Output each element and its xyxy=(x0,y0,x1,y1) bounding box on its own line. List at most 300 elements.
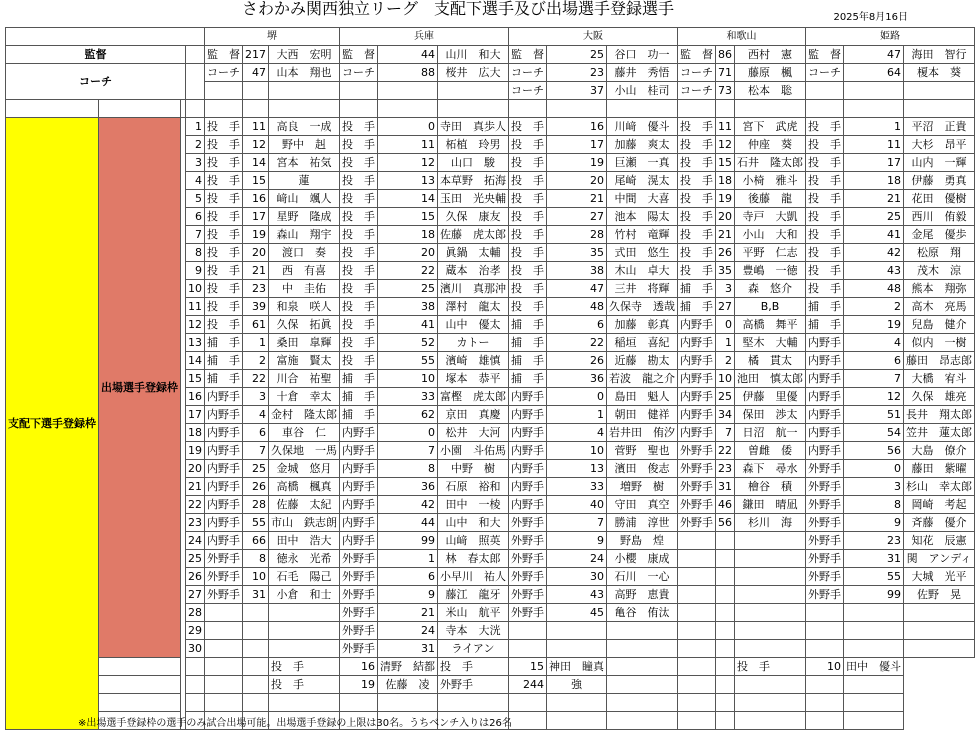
coach-label: コーチ xyxy=(6,64,186,100)
uniform-number-cell: 66 xyxy=(243,532,269,550)
slot-number-cell: 16 xyxy=(186,388,205,406)
position-cell: 外野手 xyxy=(509,586,547,604)
player-name-cell: 菅野 聖也 xyxy=(607,442,678,460)
position-cell: 内野手 xyxy=(806,424,844,442)
uniform-number-cell: 10 xyxy=(378,370,438,388)
player-name-cell: 亀谷 侑汰 xyxy=(607,604,678,622)
uniform-number-cell: 14 xyxy=(243,154,269,172)
shihai-label: 支配下選手登録枠 xyxy=(6,118,99,730)
player-name-cell xyxy=(269,640,340,658)
player-name-cell xyxy=(716,658,735,676)
player-name-cell: 市山 鉄志朗 xyxy=(269,514,340,532)
uniform-number-cell: 10 xyxy=(806,658,844,676)
uniform-number-cell xyxy=(509,694,547,712)
player-name-cell xyxy=(735,550,806,568)
extra-roster-row xyxy=(6,694,975,712)
player-name-cell: 長井 翔太郎 xyxy=(904,406,975,424)
uniform-number-cell: 21 xyxy=(243,262,269,280)
uniform-number-cell: 21 xyxy=(716,226,735,244)
position-cell xyxy=(205,604,243,622)
position-cell: コーチ xyxy=(806,64,844,82)
player-name-cell: 大橋 宥斗 xyxy=(904,370,975,388)
player-name-cell: 金尾 優歩 xyxy=(904,226,975,244)
position-cell xyxy=(186,676,205,694)
uniform-number-cell: 19 xyxy=(716,190,735,208)
position-cell: 監 督 xyxy=(509,46,547,64)
position-cell xyxy=(205,640,243,658)
gap-cell xyxy=(186,64,205,100)
position-cell xyxy=(735,712,806,730)
uniform-number-cell xyxy=(243,640,269,658)
player-name-cell: 藤田 昂志郎 xyxy=(904,352,975,370)
uniform-number-cell: 1 xyxy=(243,334,269,352)
position-cell: 捕 手 xyxy=(806,316,844,334)
player-name-cell: 富施 賢太 xyxy=(269,352,340,370)
position-cell: コーチ xyxy=(340,64,378,82)
position-cell: 捕 手 xyxy=(205,370,243,388)
uniform-number-cell: 16 xyxy=(340,658,378,676)
player-name-cell: 海田 智行 xyxy=(904,46,975,64)
position-cell: 内野手 xyxy=(205,532,243,550)
player-name-cell: 谷口 功一 xyxy=(607,46,678,64)
player-name-cell: 眞鍋 太輔 xyxy=(438,244,509,262)
player-name-cell: 勝浦 淳世 xyxy=(607,514,678,532)
position-cell xyxy=(438,694,509,712)
position-cell: 捕 手 xyxy=(340,388,378,406)
position-cell: 投 手 xyxy=(678,136,716,154)
slot-number-cell: 9 xyxy=(186,262,205,280)
position-cell: 外野手 xyxy=(678,514,716,532)
gap-cell xyxy=(186,46,205,64)
player-name-cell xyxy=(716,694,735,712)
uniform-number-cell: 38 xyxy=(547,262,607,280)
team-header-4: 姫路 xyxy=(806,28,975,46)
position-cell: 投 手 xyxy=(509,190,547,208)
position-cell: 外野手 xyxy=(340,568,378,586)
uniform-number-cell: 16 xyxy=(547,118,607,136)
player-name-cell xyxy=(378,694,438,712)
player-name-cell: 高木 亮馬 xyxy=(904,298,975,316)
position-cell: 内野手 xyxy=(340,460,378,478)
position-cell: 内野手 xyxy=(509,460,547,478)
position-cell xyxy=(186,694,205,712)
position-cell: 内野手 xyxy=(205,388,243,406)
uniform-number-cell: 51 xyxy=(844,406,904,424)
uniform-number-cell: 28 xyxy=(243,496,269,514)
position-cell: 投 手 xyxy=(678,190,716,208)
uniform-number-cell xyxy=(844,640,904,658)
position-cell: 内野手 xyxy=(509,388,547,406)
position-cell: コーチ xyxy=(678,64,716,82)
position-cell: 投 手 xyxy=(269,658,340,676)
uniform-number-cell: 43 xyxy=(547,586,607,604)
uniform-number-cell: 4 xyxy=(844,334,904,352)
player-name-cell xyxy=(904,622,975,640)
uniform-number-cell: 3 xyxy=(716,280,735,298)
position-cell: 内野手 xyxy=(678,352,716,370)
uniform-number-cell: 18 xyxy=(716,172,735,190)
player-name-cell: 曽雌 倭 xyxy=(735,442,806,460)
position-cell: 捕 手 xyxy=(509,370,547,388)
position-cell: 投 手 xyxy=(678,154,716,172)
player-name-cell xyxy=(243,694,269,712)
uniform-number-cell: 88 xyxy=(378,64,438,82)
slot-number-cell: 4 xyxy=(186,172,205,190)
uniform-number-cell: 64 xyxy=(844,64,904,82)
player-name-cell xyxy=(716,676,735,694)
player-name-cell: 蓮 xyxy=(269,172,340,190)
player-name-cell: 佐野 晃 xyxy=(904,586,975,604)
uniform-number-cell xyxy=(678,658,716,676)
player-name-cell: 和泉 咲人 xyxy=(269,298,340,316)
position-cell: 外野手 xyxy=(205,586,243,604)
spacer-cell xyxy=(547,100,607,118)
position-cell xyxy=(269,694,340,712)
player-name-cell: 似内 一樹 xyxy=(904,334,975,352)
position-cell: 投 手 xyxy=(205,154,243,172)
spacer-cell xyxy=(438,100,509,118)
position-cell: 投 手 xyxy=(806,226,844,244)
manager-row xyxy=(6,46,975,64)
uniform-number-cell: 99 xyxy=(378,532,438,550)
manager-label: 監督 xyxy=(6,46,186,64)
slot-number-cell: 30 xyxy=(186,640,205,658)
position-cell: 外野手 xyxy=(340,640,378,658)
position-cell: 内野手 xyxy=(678,406,716,424)
position-cell: 外野手 xyxy=(806,586,844,604)
player-name-cell: 田中 優斗 xyxy=(844,658,904,676)
player-name-cell xyxy=(735,586,806,604)
player-name-cell xyxy=(735,604,806,622)
player-name-cell: 斉藤 優介 xyxy=(904,514,975,532)
player-name-cell: 池田 慎太郎 xyxy=(735,370,806,388)
position-cell: 投 手 xyxy=(678,172,716,190)
slot-number-cell: 10 xyxy=(186,280,205,298)
position-cell: 内野手 xyxy=(678,316,716,334)
position-cell: 監 督 xyxy=(340,46,378,64)
position-cell xyxy=(806,640,844,658)
player-name-cell: 田中 一棱 xyxy=(438,496,509,514)
uniform-number-cell: 23 xyxy=(844,532,904,550)
position-cell: 捕 手 xyxy=(806,298,844,316)
uniform-number-cell: 31 xyxy=(716,478,735,496)
uniform-number-cell: 44 xyxy=(378,514,438,532)
blank-cell xyxy=(99,658,186,676)
position-cell xyxy=(607,694,678,712)
uniform-number-cell: 7 xyxy=(243,442,269,460)
position-cell: 外野手 xyxy=(340,550,378,568)
player-name-cell: 塚本 恭平 xyxy=(438,370,509,388)
uniform-number-cell xyxy=(716,568,735,586)
uniform-number-cell: 2 xyxy=(716,352,735,370)
uniform-number-cell: 18 xyxy=(844,172,904,190)
position-cell: 内野手 xyxy=(806,442,844,460)
player-name-cell: 保田 渉太 xyxy=(735,406,806,424)
roster-row xyxy=(6,118,975,136)
uniform-number-cell xyxy=(716,532,735,550)
uniform-number-cell: 37 xyxy=(547,82,607,100)
position-cell xyxy=(607,658,678,676)
slot-number-cell: 7 xyxy=(186,226,205,244)
player-name-cell xyxy=(716,712,735,730)
slot-number-cell: 19 xyxy=(186,442,205,460)
uniform-number-cell: 1 xyxy=(844,118,904,136)
player-name-cell: 森 悠介 xyxy=(735,280,806,298)
uniform-number-cell xyxy=(844,622,904,640)
uniform-number-cell: 10 xyxy=(243,568,269,586)
uniform-number-cell: 15 xyxy=(509,658,547,676)
spacer-cell xyxy=(243,100,269,118)
player-name-cell: 中野 樹 xyxy=(438,460,509,478)
uniform-number-cell: 11 xyxy=(243,118,269,136)
slot-number-cell: 20 xyxy=(186,460,205,478)
player-name-cell: 西村 憲 xyxy=(735,46,806,64)
player-name-cell: 松本 聡 xyxy=(735,82,806,100)
position-cell: 投 手 xyxy=(678,244,716,262)
player-name-cell: 西川 侑毅 xyxy=(904,208,975,226)
position-cell: 外野手 xyxy=(806,496,844,514)
uniform-number-cell xyxy=(243,82,269,100)
uniform-number-cell: 3 xyxy=(243,388,269,406)
spacer-cell xyxy=(205,100,243,118)
uniform-number-cell: 12 xyxy=(716,136,735,154)
player-name-cell: 加藤 彰真 xyxy=(607,316,678,334)
player-name-cell: 桑田 皐輝 xyxy=(269,334,340,352)
footnote: ※出場選手登録枠の選手のみ試合出場可能。出場選手登録の上限は30名。うちベンチ入りは26名 xyxy=(78,718,512,729)
player-name-cell: 平野 仁志 xyxy=(735,244,806,262)
slot-number-cell: 21 xyxy=(186,478,205,496)
spacer-cell xyxy=(186,100,205,118)
position-cell: 投 手 xyxy=(205,316,243,334)
position-cell: 投 手 xyxy=(340,298,378,316)
uniform-number-cell: 13 xyxy=(547,460,607,478)
position-cell: 投 手 xyxy=(205,244,243,262)
position-cell xyxy=(678,604,716,622)
position-cell: 捕 手 xyxy=(678,298,716,316)
uniform-number-cell xyxy=(340,694,378,712)
position-cell: 投 手 xyxy=(509,262,547,280)
position-cell xyxy=(340,82,378,100)
player-name-cell xyxy=(844,712,904,730)
spacer-cell xyxy=(378,100,438,118)
spacer-cell xyxy=(99,100,181,118)
uniform-number-cell xyxy=(205,676,243,694)
player-name-cell: 玉田 光央輔 xyxy=(438,190,509,208)
slot-number-cell: 12 xyxy=(186,316,205,334)
position-cell: 内野手 xyxy=(509,478,547,496)
position-cell: 外野手 xyxy=(806,550,844,568)
position-cell xyxy=(186,658,205,676)
uniform-number-cell: 25 xyxy=(378,280,438,298)
uniform-number-cell: 16 xyxy=(243,190,269,208)
position-cell xyxy=(607,676,678,694)
position-cell xyxy=(678,640,716,658)
player-name-cell: 大島 僚介 xyxy=(904,442,975,460)
slot-number-cell: 23 xyxy=(186,514,205,532)
uniform-number-cell: 23 xyxy=(547,64,607,82)
player-name-cell: 渡口 奏 xyxy=(269,244,340,262)
spacer-cell xyxy=(678,100,716,118)
uniform-number-cell: 55 xyxy=(378,352,438,370)
player-name-cell xyxy=(607,640,678,658)
position-cell: 内野手 xyxy=(509,406,547,424)
position-cell: 内野手 xyxy=(340,478,378,496)
position-cell xyxy=(205,82,243,100)
extra-roster-row xyxy=(6,658,975,676)
player-name-cell: 岡崎 考起 xyxy=(904,496,975,514)
spacer-row xyxy=(6,100,975,118)
player-name-cell: カトー xyxy=(438,334,509,352)
uniform-number-cell xyxy=(547,640,607,658)
player-name-cell: 強 xyxy=(547,676,607,694)
blank-cell xyxy=(6,28,205,46)
player-name-cell: 山口 駿 xyxy=(438,154,509,172)
position-cell: 外野手 xyxy=(678,460,716,478)
player-name-cell xyxy=(269,82,340,100)
player-name-cell: 寺本 大洸 xyxy=(438,622,509,640)
position-cell: 内野手 xyxy=(509,424,547,442)
uniform-number-cell xyxy=(716,622,735,640)
slot-number-cell: 5 xyxy=(186,190,205,208)
position-cell: 投 手 xyxy=(735,658,806,676)
position-cell: 内野手 xyxy=(340,514,378,532)
position-cell: 投 手 xyxy=(806,280,844,298)
position-cell: 内野手 xyxy=(340,496,378,514)
position-cell: 投 手 xyxy=(678,118,716,136)
position-cell xyxy=(678,568,716,586)
uniform-number-cell: 17 xyxy=(844,154,904,172)
position-cell: 投 手 xyxy=(340,244,378,262)
uniform-number-cell xyxy=(205,694,243,712)
player-name-cell: 森山 翔宇 xyxy=(269,226,340,244)
uniform-number-cell: 71 xyxy=(716,64,735,82)
spacer-cell xyxy=(844,100,904,118)
uniform-number-cell: 35 xyxy=(716,262,735,280)
position-cell: 捕 手 xyxy=(340,406,378,424)
uniform-number-cell: 21 xyxy=(547,190,607,208)
position-cell: 内野手 xyxy=(340,532,378,550)
player-name-cell: 京田 真慶 xyxy=(438,406,509,424)
player-name-cell: 佐藤 虎太郎 xyxy=(438,226,509,244)
player-name-cell: 関 アンディ xyxy=(904,550,975,568)
uniform-number-cell: 17 xyxy=(243,208,269,226)
uniform-number-cell: 22 xyxy=(716,442,735,460)
position-cell xyxy=(678,586,716,604)
position-cell: 投 手 xyxy=(205,208,243,226)
uniform-number-cell: 56 xyxy=(844,442,904,460)
player-name-cell: 松原 翔 xyxy=(904,244,975,262)
position-cell: 外野手 xyxy=(806,514,844,532)
uniform-number-cell: 38 xyxy=(378,298,438,316)
uniform-number-cell xyxy=(509,712,547,730)
uniform-number-cell: 0 xyxy=(844,460,904,478)
uniform-number-cell: 40 xyxy=(547,496,607,514)
player-name-cell: 山中 優太 xyxy=(438,316,509,334)
slot-number-cell: 25 xyxy=(186,550,205,568)
player-name-cell: 金村 隆太郎 xyxy=(269,406,340,424)
uniform-number-cell: 36 xyxy=(378,478,438,496)
player-name-cell: B,B xyxy=(735,298,806,316)
position-cell: 監 督 xyxy=(205,46,243,64)
position-cell: 投 手 xyxy=(806,118,844,136)
player-name-cell: 寺戸 大凱 xyxy=(735,208,806,226)
player-name-cell: 花田 優樹 xyxy=(904,190,975,208)
uniform-number-cell xyxy=(806,694,844,712)
position-cell: 投 手 xyxy=(340,172,378,190)
uniform-number-cell: 3 xyxy=(844,478,904,496)
player-name-cell: ライアン xyxy=(438,640,509,658)
position-cell: 投 手 xyxy=(340,334,378,352)
slot-number-cell: 18 xyxy=(186,424,205,442)
uniform-number-cell: 25 xyxy=(547,46,607,64)
position-cell: 投 手 xyxy=(509,136,547,154)
position-cell: 投 手 xyxy=(509,280,547,298)
slot-number-cell: 24 xyxy=(186,532,205,550)
slot-number-cell: 17 xyxy=(186,406,205,424)
player-name-cell xyxy=(735,568,806,586)
position-cell: 投 手 xyxy=(340,136,378,154)
uniform-number-cell: 56 xyxy=(716,514,735,532)
player-name-cell: 池本 陽太 xyxy=(607,208,678,226)
player-name-cell: 小山 大和 xyxy=(735,226,806,244)
position-cell: 投 手 xyxy=(678,226,716,244)
uniform-number-cell xyxy=(378,82,438,100)
player-name-cell: 藤原 楓 xyxy=(735,64,806,82)
player-name-cell xyxy=(844,676,904,694)
blank-cell xyxy=(99,694,186,712)
uniform-number-cell: 73 xyxy=(716,82,735,100)
player-name-cell xyxy=(269,622,340,640)
uniform-number-cell xyxy=(806,676,844,694)
position-cell: 内野手 xyxy=(678,370,716,388)
player-name-cell: 式田 悠生 xyxy=(607,244,678,262)
uniform-number-cell: 7 xyxy=(378,442,438,460)
uniform-number-cell: 36 xyxy=(547,370,607,388)
position-cell: 外野手 xyxy=(806,532,844,550)
uniform-number-cell: 17 xyxy=(547,136,607,154)
slot-number-cell: 15 xyxy=(186,370,205,388)
position-cell: 外野手 xyxy=(678,442,716,460)
player-name-cell: 石井 隆太郎 xyxy=(735,154,806,172)
uniform-number-cell: 54 xyxy=(844,424,904,442)
position-cell: 投 手 xyxy=(678,262,716,280)
uniform-number-cell xyxy=(678,676,716,694)
player-name-cell: 山内 一輝 xyxy=(904,154,975,172)
uniform-number-cell: 13 xyxy=(378,172,438,190)
player-name-cell xyxy=(904,640,975,658)
uniform-number-cell: 26 xyxy=(547,352,607,370)
position-cell: 捕 手 xyxy=(678,280,716,298)
uniform-number-cell: 31 xyxy=(378,640,438,658)
spacer-cell xyxy=(6,100,99,118)
uniform-number-cell xyxy=(716,640,735,658)
player-name-cell: 本草野 拓海 xyxy=(438,172,509,190)
player-name-cell: 竹村 竜輝 xyxy=(607,226,678,244)
position-cell: 内野手 xyxy=(205,496,243,514)
player-name-cell: 松井 大河 xyxy=(438,424,509,442)
team-header-row xyxy=(6,28,975,46)
player-name-cell: 星野 隆成 xyxy=(269,208,340,226)
uniform-number-cell: 61 xyxy=(243,316,269,334)
uniform-number-cell: 9 xyxy=(547,532,607,550)
uniform-number-cell xyxy=(844,82,904,100)
uniform-number-cell: 12 xyxy=(243,136,269,154)
player-name-cell: 佐藤 太紀 xyxy=(269,496,340,514)
position-cell: 投 手 xyxy=(806,262,844,280)
uniform-number-cell: 18 xyxy=(378,226,438,244)
uniform-number-cell: 48 xyxy=(844,280,904,298)
position-cell xyxy=(806,622,844,640)
